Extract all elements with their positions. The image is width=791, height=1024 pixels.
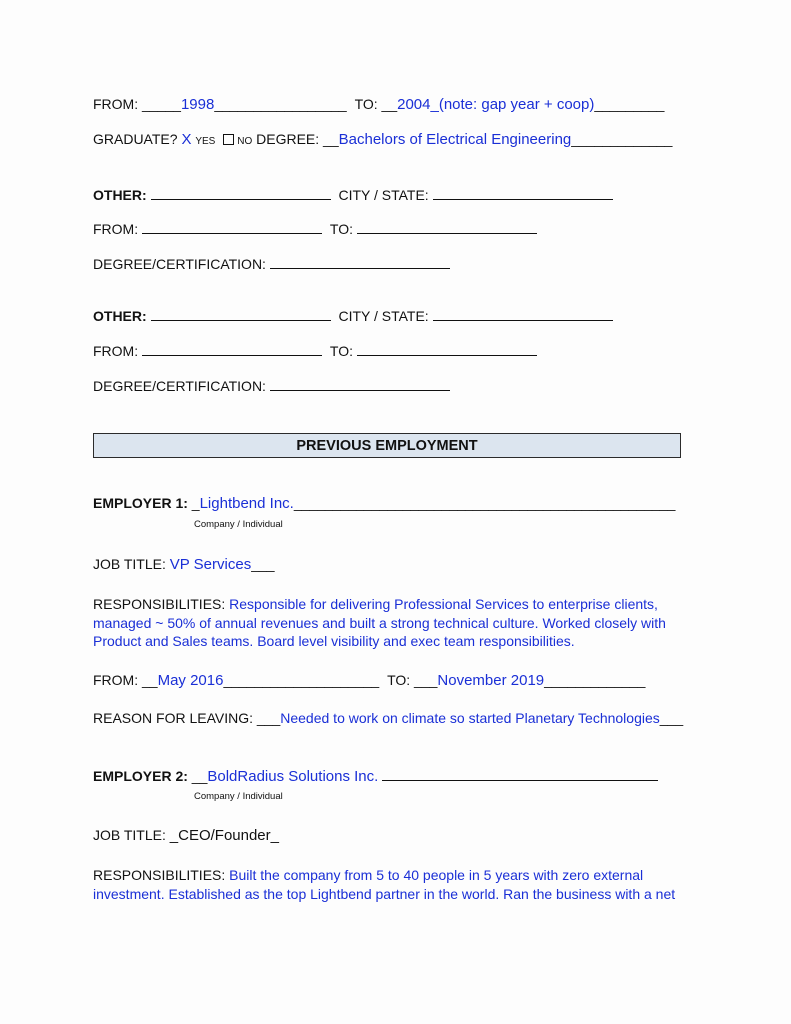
no-label: NO xyxy=(237,136,253,147)
responsibilities-label: RESPONSIBILITIES: xyxy=(93,596,226,612)
from-label: FROM: xyxy=(93,221,139,237)
employer-label: EMPLOYER 1: xyxy=(93,495,188,511)
employer-1-reason-row: REASON FOR LEAVING: ___Needed to work on climate so started Planetary Technologies___ xyxy=(93,710,684,726)
employer-1-job-title-row: JOB TITLE: VP Services___ xyxy=(93,556,275,573)
to-value[interactable]: November 2019 xyxy=(437,672,545,689)
degree-certification-label: DEGREE/CERTIFICATION: xyxy=(93,256,266,272)
other-school-2-degree-row xyxy=(93,376,450,395)
previous-employment-header xyxy=(93,433,681,458)
employer-label: EMPLOYER 2: xyxy=(93,768,188,784)
employer-1-responsibilities xyxy=(93,595,693,651)
graduate-row: GRADUATE? X YES NO DEGREE: __Bachelors of Electrical Engineering_____________ xyxy=(93,131,673,148)
reason-value[interactable]: Needed to work on climate so started Planetary Technologies xyxy=(280,710,660,726)
other-field[interactable] xyxy=(151,306,331,321)
employer-2-responsibilities xyxy=(93,866,693,903)
from-label: FROM: xyxy=(93,672,139,688)
degree-value[interactable]: Bachelors of Electrical Engineering xyxy=(338,131,572,148)
from-field[interactable] xyxy=(142,219,322,234)
from-label: FROM: xyxy=(93,96,139,112)
education-dates-row: FROM: _____1998_________________ TO: __2004_(note: gap year + coop)_________ xyxy=(93,96,665,113)
job-title-label: JOB TITLE: xyxy=(93,556,166,572)
job-title-value[interactable]: _CEO/Founder_ xyxy=(169,827,279,844)
employer-line xyxy=(382,766,658,781)
company-individual-caption: Company / Individual xyxy=(194,791,283,802)
other-school-2-dates-row xyxy=(93,341,537,360)
employer-2-row: EMPLOYER 2: __BoldRadius Solutions Inc. xyxy=(93,766,658,786)
responsibilities-text[interactable]: Responsible for delivering Professional Services to enterprise clients, managed ~ 50% of annual revenues and built a strong technical culture. Worked closely with Product and Sales teams. Board level visibility and exec team responsibilities. xyxy=(93,596,666,649)
other-label: OTHER: xyxy=(93,187,147,203)
city-state-field[interactable] xyxy=(433,185,613,200)
degree-certification-field[interactable] xyxy=(270,254,450,269)
degree-label: DEGREE: xyxy=(256,131,320,147)
city-state-label: CITY / STATE: xyxy=(338,308,429,324)
job-title-value[interactable]: VP Services xyxy=(169,556,252,573)
city-state-label: CITY / STATE: xyxy=(338,187,429,203)
from-field[interactable] xyxy=(142,341,322,356)
responsibilities-label: RESPONSIBILITIES: xyxy=(93,867,226,883)
employer-2-job-title-row xyxy=(93,826,279,845)
to-label: TO: xyxy=(387,672,411,688)
section-title: PREVIOUS EMPLOYMENT xyxy=(296,437,478,454)
other-school-1-dates-row xyxy=(93,219,537,238)
to-label: TO: xyxy=(329,221,353,237)
employer-name[interactable]: BoldRadius Solutions Inc. xyxy=(207,768,379,785)
from-value[interactable]: 1998 xyxy=(180,96,215,113)
no-checkbox[interactable] xyxy=(223,134,234,145)
graduate-yes-mark[interactable]: X xyxy=(181,131,192,148)
to-field[interactable] xyxy=(357,219,537,234)
to-label: TO: xyxy=(354,96,378,112)
other-school-2-row xyxy=(93,306,613,325)
degree-certification-label: DEGREE/CERTIFICATION: xyxy=(93,378,266,394)
other-field[interactable] xyxy=(151,185,331,200)
company-individual-caption: Company / Individual xyxy=(194,519,283,530)
from-label: FROM: xyxy=(93,343,139,359)
to-label: TO: xyxy=(329,343,353,359)
other-school-1-degree-row xyxy=(93,254,450,273)
responsibilities-text[interactable]: Built the company from 5 to 40 people in 5 years with zero external investment. Established as the top Lightbend partner in the world. Ran the business with a net xyxy=(93,867,676,902)
employer-name[interactable]: Lightbend Inc. xyxy=(199,495,294,512)
to-value[interactable]: 2004_(note: gap year + coop) xyxy=(397,96,595,113)
from-value[interactable]: May 2016 xyxy=(157,672,224,689)
yes-label: YES xyxy=(195,136,216,147)
job-title-label: JOB TITLE: xyxy=(93,827,166,843)
reason-label: REASON FOR LEAVING: xyxy=(93,710,253,726)
graduate-label: GRADUATE? xyxy=(93,131,178,147)
employer-1-dates-row: FROM: __May 2016____________________ TO: ___November 2019_____________ xyxy=(93,672,646,689)
degree-certification-field[interactable] xyxy=(270,376,450,391)
other-school-1-row xyxy=(93,185,613,204)
other-label: OTHER: xyxy=(93,308,147,324)
to-field[interactable] xyxy=(357,341,537,356)
employer-1-row: EMPLOYER 1: _Lightbend Inc._________________________________________________ xyxy=(93,495,676,512)
city-state-field[interactable] xyxy=(433,306,613,321)
